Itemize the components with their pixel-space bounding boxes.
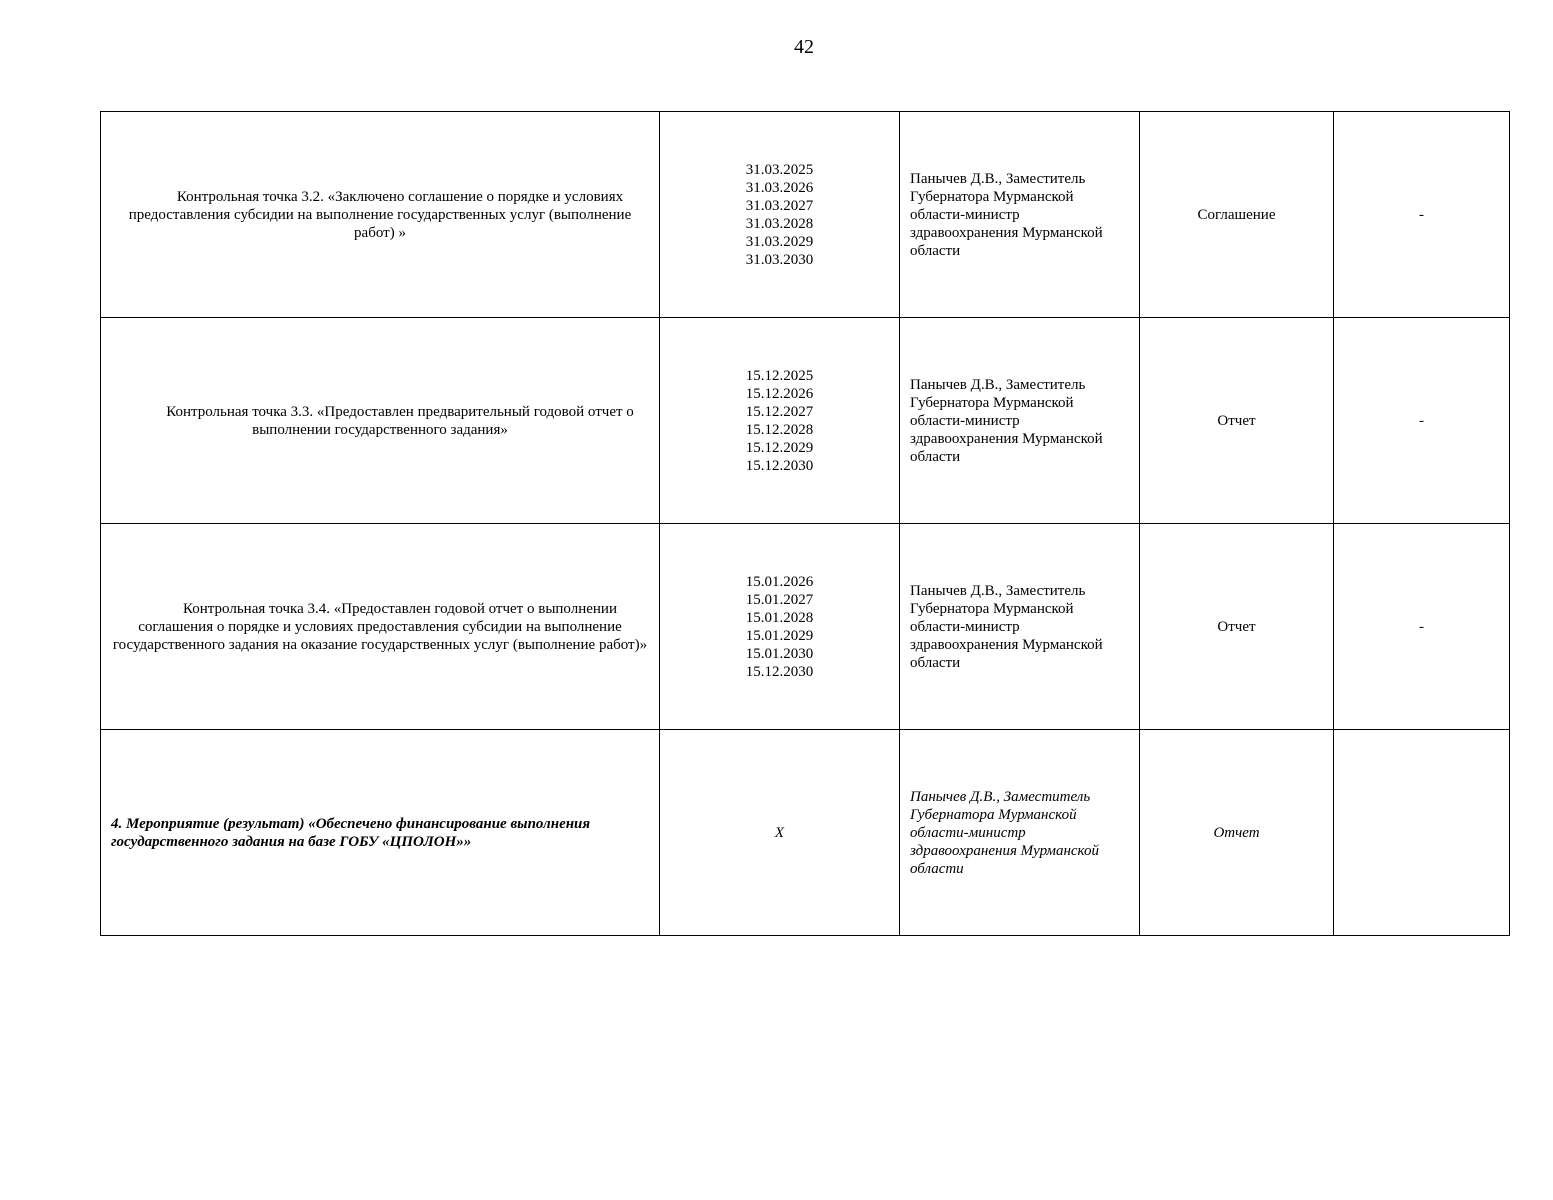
extra-cell (1334, 730, 1510, 936)
responsible-line: области (910, 448, 961, 465)
responsible-line: Губернатора Мурманской (910, 600, 1074, 617)
extra-cell (1334, 318, 1510, 524)
extra-value: - (1419, 618, 1424, 635)
responsible-line: области-министр (910, 824, 1026, 841)
activity-name-cell (101, 730, 660, 936)
responsible-line: здравоохранения Мурманской (910, 636, 1103, 653)
responsible-line: здравоохранения Мурманской (910, 842, 1100, 859)
responsible-line: области-министр (910, 206, 1020, 223)
deadline-date: 15.01.2028 (745, 609, 814, 626)
deadline-date: 15.12.2027 (745, 403, 814, 420)
document-type-cell (1140, 318, 1334, 524)
control-point-name-cell (101, 318, 660, 524)
deadline-date: 31.03.2026 (745, 179, 814, 196)
responsible-line: здравоохранения Мурманской (910, 224, 1103, 241)
responsible-line: Панычев Д.В., Заместитель (910, 376, 1086, 393)
responsible-line: Панычев Д.В., Заместитель (910, 582, 1086, 599)
document-type-cell (1140, 524, 1334, 730)
extra-cell (1334, 524, 1510, 730)
responsible-line: Губернатора Мурманской (910, 806, 1077, 823)
responsible-line: области (910, 242, 961, 259)
document-type: Отчет (1217, 412, 1256, 429)
deadline-dates-cell (660, 524, 900, 730)
extra-value: - (1419, 412, 1424, 429)
responsible-cell (900, 112, 1140, 318)
deadline-date: 15.01.2030 (745, 645, 814, 662)
extra-cell (1334, 112, 1510, 318)
deadline-date: 15.01.2029 (745, 627, 814, 644)
deadline-date: 15.12.2029 (745, 439, 814, 456)
extra-value: - (1419, 206, 1424, 223)
control-points-table (100, 111, 1510, 936)
table-row (101, 318, 1510, 524)
table-row (101, 524, 1510, 730)
responsible-line: здравоохранения Мурманской (910, 430, 1103, 447)
deadline-dates-cell (660, 318, 900, 524)
responsible-line: Панычев Д.В., Заместитель (910, 788, 1091, 805)
deadline-dates-cell (660, 730, 900, 936)
responsible-line: Губернатора Мурманской (910, 188, 1074, 205)
deadline-dates-cell (660, 112, 900, 318)
deadline-date: 15.12.2030 (745, 663, 814, 680)
control-point-name: Контрольная точка 3.2. «Заключено соглашение о порядке и условиях предоставления субсидии на выполнение государственных услуг (выполнение работ) » (128, 188, 632, 241)
page-number: 42 (794, 36, 814, 58)
responsible-line: области (910, 654, 961, 671)
activity-name: 4. Мероприятие (результат) «Обеспечено финансирование выполнения государственного задания на базе ГОБУ «ЦПОЛОН»» (111, 815, 591, 850)
deadline-date: 15.01.2026 (745, 573, 814, 590)
responsible-line: Губернатора Мурманской (910, 394, 1074, 411)
responsible-line: Панычев Д.В., Заместитель (910, 170, 1086, 187)
table-row (101, 112, 1510, 318)
responsible-line: области (910, 860, 964, 877)
deadline-date: 31.03.2027 (745, 197, 814, 214)
document-type: Отчет (1213, 824, 1260, 841)
control-point-name: Контрольная точка 3.4. «Предоставлен годовой отчет о выполнении соглашения о порядке и условиях предоставления субсидии на выполнение государственного задания на оказание государственных услуг (выполнение работ)» (112, 600, 648, 653)
document-type-cell (1140, 112, 1334, 318)
deadline-date: 15.12.2030 (745, 457, 814, 474)
table-row (101, 730, 1510, 936)
deadline-date: 31.03.2025 (745, 161, 814, 178)
responsible-line: области-министр (910, 412, 1020, 429)
document-type: Соглашение (1197, 206, 1276, 223)
responsible-cell (900, 730, 1140, 936)
control-point-name: Контрольная точка 3.3. «Предоставлен предварительный годовой отчет о выполнении государственного задания» (166, 403, 634, 438)
responsible-cell (900, 524, 1140, 730)
deadline-date: 15.12.2025 (745, 367, 814, 384)
deadline-date: X (774, 824, 785, 841)
deadline-date: 31.03.2029 (745, 233, 814, 250)
control-point-name-cell (101, 524, 660, 730)
deadline-date: 15.01.2027 (745, 591, 814, 608)
responsible-cell (900, 318, 1140, 524)
document-type: Отчет (1217, 618, 1256, 635)
deadline-date: 15.12.2026 (745, 385, 814, 402)
control-point-name-cell (101, 112, 660, 318)
document-type-cell (1140, 730, 1334, 936)
deadline-date: 31.03.2028 (745, 215, 814, 232)
responsible-line: области-министр (910, 618, 1020, 635)
deadline-date: 31.03.2030 (745, 251, 814, 268)
deadline-date: 15.12.2028 (745, 421, 814, 438)
